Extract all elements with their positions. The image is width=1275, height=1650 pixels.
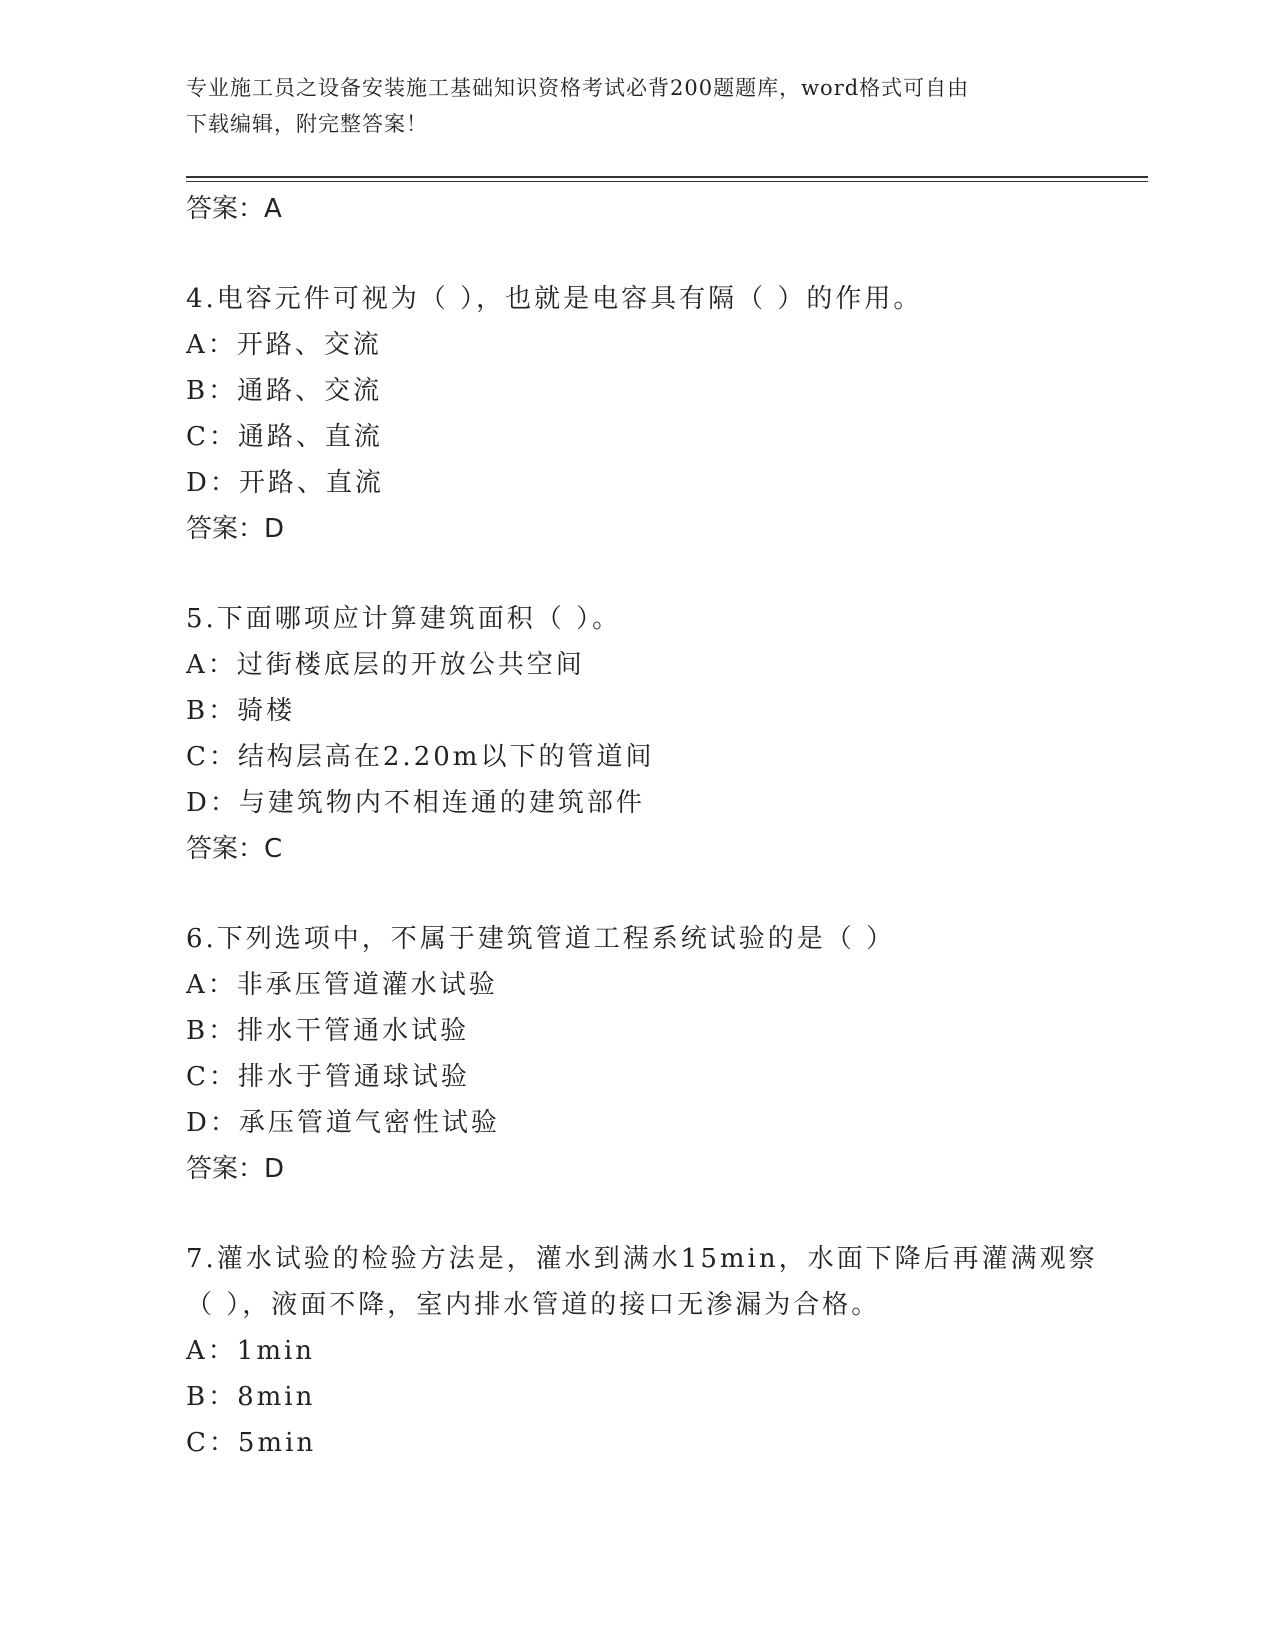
header-divider [186, 176, 1148, 178]
answer-line: 答案：D [186, 514, 285, 544]
option-a: A：过街楼底层的开放公共空间 [186, 650, 585, 680]
question-7 [186, 1236, 1126, 1466]
option-c: C：5min [186, 1428, 317, 1458]
option-b: B：8min [186, 1382, 316, 1412]
option-a: A：非承压管道灌水试验 [186, 970, 498, 1000]
question-text: 4.电容元件可视为（ ），也就是电容具有隔（ ）的作用。 [186, 284, 923, 314]
option-d: D：开路、直流 [186, 468, 384, 498]
option-d: D：承压管道气密性试验 [186, 1108, 500, 1138]
question-list [186, 186, 1126, 1466]
header-line-2: 下载编辑，附完整答案！ [186, 112, 428, 136]
question-6 [186, 916, 1126, 1192]
question-text: 7.灌水试验的检验方法是，灌水到满水15min，水面下降后再灌满观察（ ），液面不降，室内排水管道的接口无渗漏为合格。 [186, 1244, 1098, 1320]
option-b: B：骑楼 [186, 696, 296, 726]
option-b: B：排水干管通水试验 [186, 1016, 470, 1046]
answer-line: 答案：D [186, 1154, 285, 1184]
question-text: 5.下面哪项应计算建筑面积（ ）。 [186, 604, 622, 634]
question-5 [186, 596, 1126, 872]
question-4 [186, 276, 1126, 552]
option-c: C：结构层高在2.20m以下的管道间 [186, 742, 655, 772]
answer-line: 答案：C [186, 834, 283, 864]
answer-line: 答案：A [186, 194, 282, 224]
document-header [186, 70, 1086, 142]
option-c: C：通路、直流 [186, 422, 383, 452]
option-a: A：1min [186, 1336, 316, 1366]
option-b: B：通路、交流 [186, 376, 383, 406]
header-line-1: 专业施工员之设备安装施工基础知识资格考试必背200题题库，word格式可自由 [186, 76, 970, 100]
header-divider-thin [186, 181, 1148, 182]
option-a: A：开路、交流 [186, 330, 382, 360]
question-text: 6.下列选项中，不属于建筑管道工程系统试验的是（ ） [186, 924, 896, 954]
option-d: D：与建筑物内不相连通的建筑部件 [186, 788, 645, 818]
option-c: C：排水于管通球试验 [186, 1062, 470, 1092]
